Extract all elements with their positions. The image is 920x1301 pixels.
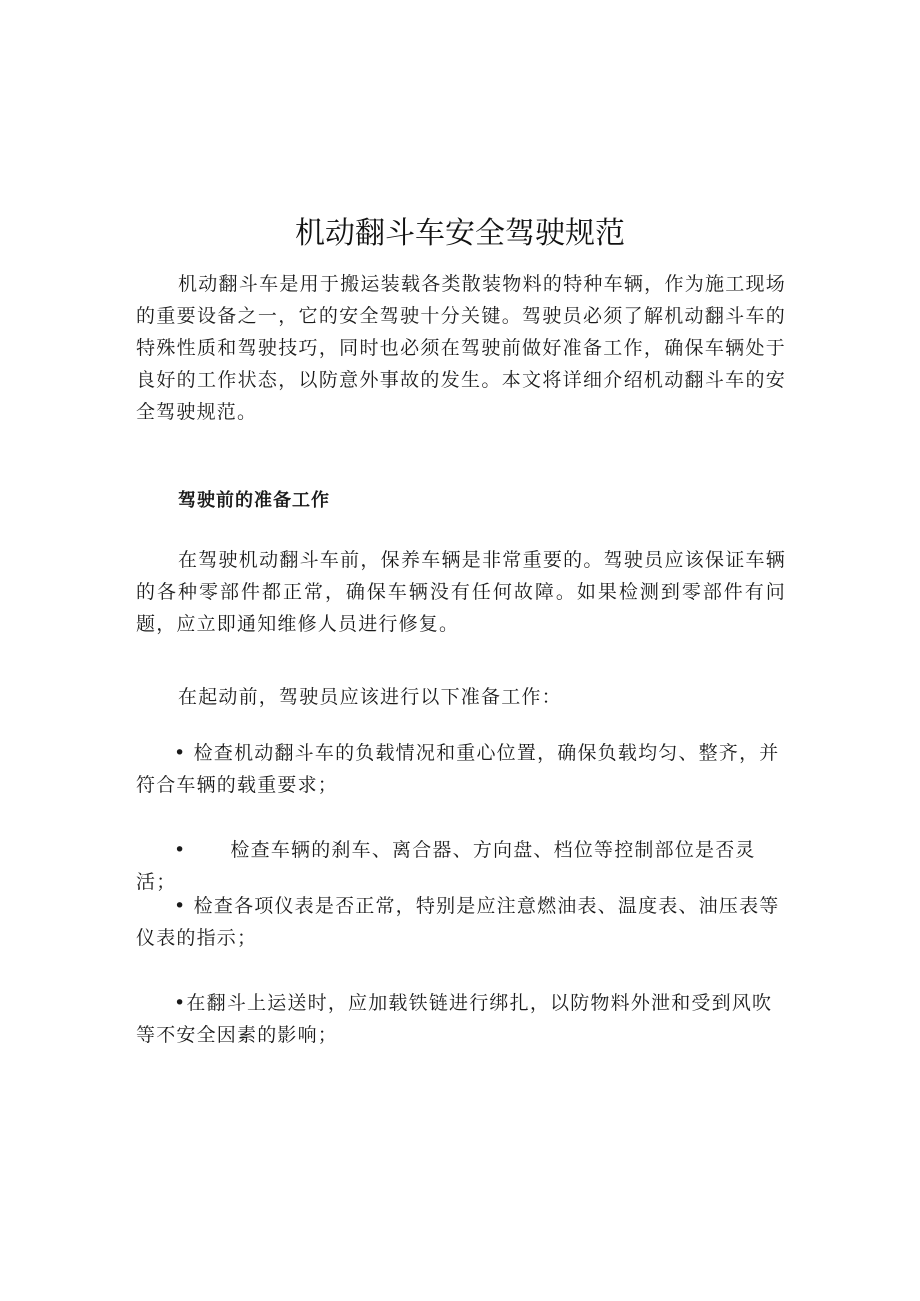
bullet-mark: • xyxy=(174,742,187,764)
section-heading: 驾驶前的准备工作 xyxy=(178,490,330,511)
bullet-mark: • xyxy=(174,992,187,1014)
intro-paragraph: 机动翻斗车是用于搬运装载各类散装物料的特种车辆，作为施工现场的重要设备之一，它的安全驾驶十分关键。驾驶员必须了解机动翻斗车的特殊性质和驾驶技巧，同时也必须在驾驶前做好准备工作，确保车辆处于良好的工作状态，以防意外事故的发生。本文将详细介绍机动翻斗车的安全驾驶规范。 xyxy=(136,273,786,423)
bullet-item xyxy=(136,737,786,801)
start-preparation-paragraph: 在起动前，驾驶员应该进行以下准备工作： xyxy=(178,686,562,708)
bullet-text: 检查车辆的刹车、离合器、方向盘、档位等控制部位是否灵活； xyxy=(136,839,756,893)
document-title: 机动翻斗车安全驾驶规范 xyxy=(295,216,625,251)
maintenance-paragraph: 在驾驶机动翻斗车前，保养车辆是非常重要的。驾驶员应该保证车辆的各种零部件都正常，确保车辆没有任何故障。如果检测到零部件有问题，应立即通知维修人员进行修复。 xyxy=(136,549,786,635)
bullet-item xyxy=(136,834,786,898)
bullet-text: 在翻斗上运送时，应加载铁链进行绑扎，以防物料外泄和受到风吹等不安全因素的影响； xyxy=(136,992,773,1046)
bullet-mark: • xyxy=(174,839,187,861)
bullet-text: 检查机动翻斗车的负载情况和重心位置，确保负载均匀、整齐，并符合车辆的载重要求； xyxy=(136,742,780,796)
bullet-mark: • xyxy=(174,895,187,917)
bullet-item xyxy=(136,987,786,1051)
bullet-item xyxy=(136,890,786,954)
bullet-text: 检查各项仪表是否正常，特别是应注意燃油表、温度表、油压表等仪表的指示； xyxy=(136,895,780,949)
